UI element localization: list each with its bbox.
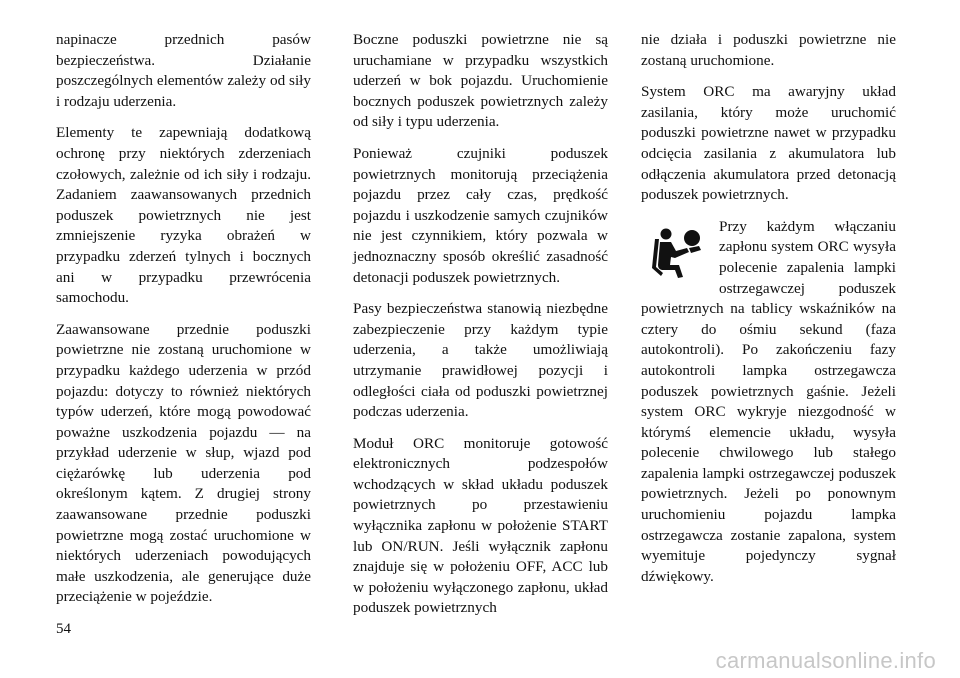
watermark: carmanualsonline.info — [715, 648, 936, 673]
paragraph: Boczne poduszki powietrzne nie są uruchamiane w przypadku wszystkich uderzeń w bok pojazdu. Uruchomienie bocznych poduszek powietrznych zależy od siły i typu uderzenia. — [353, 31, 608, 131]
text-column-3 — [641, 30, 896, 598]
page-number: 54 — [56, 621, 71, 637]
paragraph: Ponieważ czujniki poduszek powietrznych monitorują przeciążenia pojazdu przez cały czas, prędkość pojazdu i uszkodzenie samych czujników nie jest czynnikiem, który pozwala w jednoznaczny sposób określić zasadność detonacji poduszek powietrznych. — [353, 144, 608, 286]
text-column-1 — [56, 30, 311, 619]
paragraph: System ORC ma awaryjny układ zasilania, który może uruchomić poduszki powietrzne nawet w przypadku odcięcia zasilania z akumulatora lub odłączenia akumulatora przed detonacją poduszek powietrznych. — [641, 83, 896, 204]
paragraph: Pasy bezpieczeństwa stanowią niezbędne zabezpieczenie przy każdym typie uderzenia, a także umożliwiają utrzymanie prawidłowej pozycji i odległości ciała od poduszki powietrznej podczas uderzenia. — [353, 300, 608, 421]
text-column-2 — [353, 30, 608, 630]
paragraph: Moduł ORC monitoruje gotowość elektronicznych podzespołów wchodzących w skład układu poduszek powietrznych po przestawieniu wyłącznika zapłonu w położenie START lub ON/RUN. Jeśli wyłącznik zapłonu znajduje się w położeniu OFF, ACC lub w położeniu wyłączonego zapłonu, układ poduszek powietrznych — [353, 434, 608, 617]
paragraph: Zaawansowane przednie poduszki powietrzne nie zostaną uruchomione w przypadku każdego uderzenia w przód pojazdu: dotyczy to również niektórych typów uderzeń, które mogą powodować poważne uszkodzenia pojazdu — na przykład uderzenie w słup, wjazd pod ciężarówkę lub uderzenia pod określonym kątem. Z drugiej strony zaawansowane przednie poduszki powietrzne mogą zostać uruchomione w niektórych uderzeniach powodujących małe uszkodzenia, ale generujące duże przeciążenie w pojeździe. — [56, 320, 311, 606]
paragraph: Elementy te zapewniają dodatkową ochronę przy niektórych zderzeniach czołowych, zależnie od ich siły i rodzaju. Zadaniem zaawansowanych przednich poduszek powietrznych nie jest zmniejszenie ryzyka obrażeń w przypadku zderzeń tylnych i bocznych ani w przypadku przewrócenia samochodu. — [56, 124, 311, 307]
paragraph: nie działa i poduszki powietrzne nie zostaną uruchomione. — [641, 31, 896, 69]
airbag-warning-icon — [649, 221, 707, 281]
paragraph: napinacze przednich pasów bezpieczeństwa. Działanie poszczególnych elementów zależy od siły i rodzaju uderzenia. — [56, 31, 311, 110]
paragraph: Przy każdym włączaniu zapłonu system ORC wysyła polecenie zapalenia lampki ostrzegawczej poduszek powietrznych na tablicy wskaźników na cztery do ośmiu sekund (faza autokontroli). Po zakończeniu fazy autokontroli lampka ostrzegawcza poduszek powietrznych gaśnie. Jeżeli system ORC wykryje niezgodność w którymś elemencie układu, wysyła polecenie chwilowego lub stałego zapalenia lampki ostrzegawczej poduszek powietrznych. Jeżeli po ponownym uruchomieniu pojazdu lampka ostrzegawcza zostanie zapalona, system wyemituje pojedynczy sygnał dźwiękowy. — [641, 217, 896, 585]
